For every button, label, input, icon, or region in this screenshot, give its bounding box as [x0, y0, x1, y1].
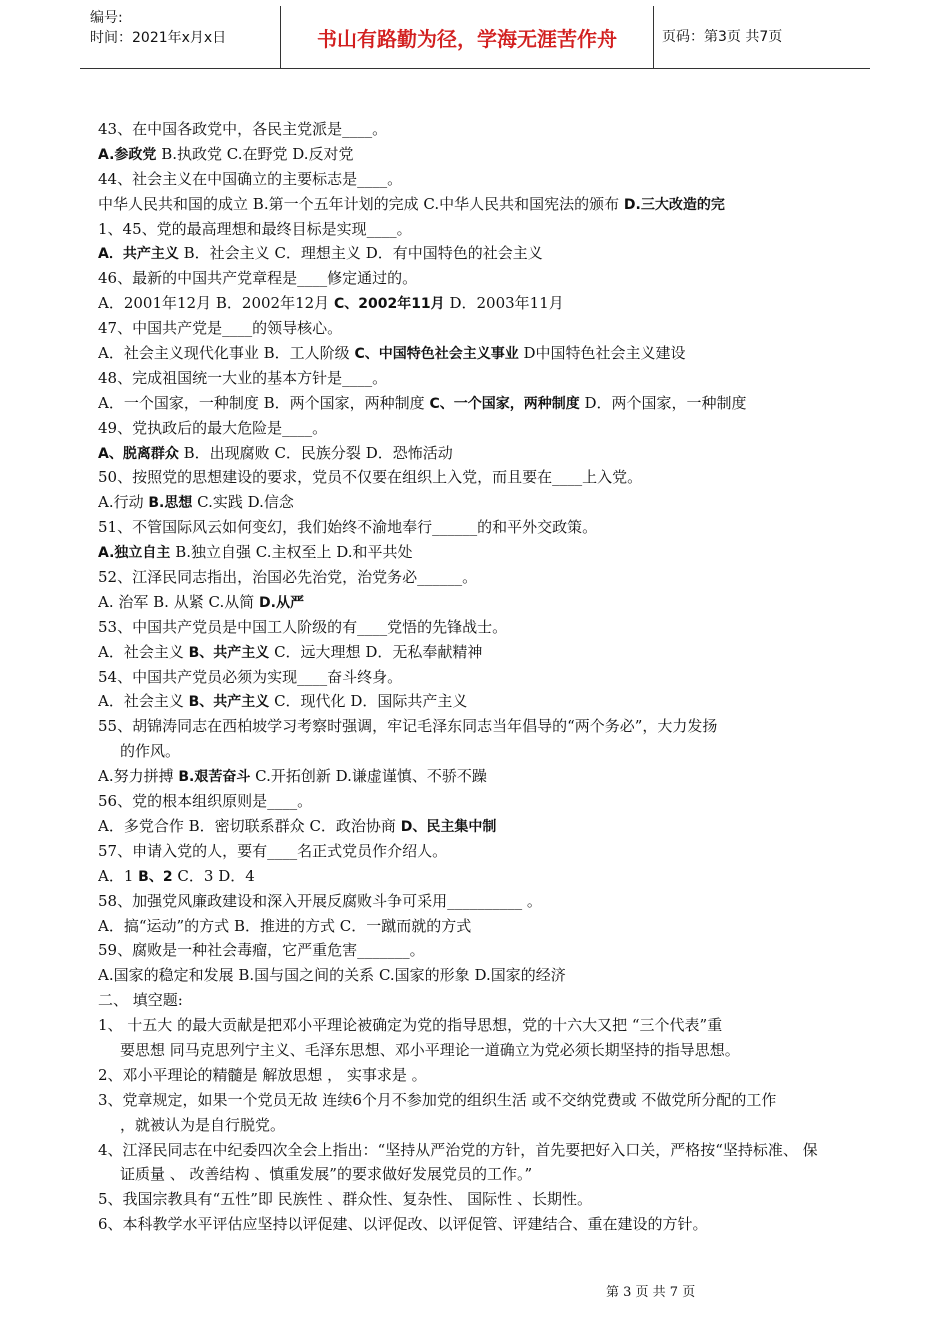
fill-item: 3、党章规定，如果一个党员无故 连续6个月不参加党的组织生活 或不交纳党费或 不做党所分配的工作: [98, 1090, 777, 1109]
answer-option: D、民主集中制: [400, 818, 497, 835]
question-text: 44、社会主义在中国确立的主要标志是____。: [98, 169, 403, 188]
option: C．3: [177, 866, 214, 885]
option: B．两个国家，两种制度: [263, 393, 425, 412]
options-row: [98, 640, 858, 665]
option: A．多党合作: [98, 816, 184, 835]
answer-option: A.参政党: [98, 146, 157, 163]
option: C．民族分裂: [274, 443, 361, 462]
option: B．2002年12月: [215, 294, 330, 313]
option: B．推进的方式: [233, 916, 335, 935]
question-text: 52、江泽民同志指出，治国必先治党，治党务必______。: [98, 568, 478, 587]
option: C．一蹴而就的方式: [339, 916, 472, 935]
answer-option: A、脱离群众: [98, 445, 179, 462]
question-text: 51、不管国际风云如何变幻，我们始终不渝地奉行______的和平外交政策。: [98, 518, 598, 537]
option: C．政治协商: [309, 816, 396, 835]
option: B．工人阶级: [263, 344, 350, 363]
option: A．2001年12月: [98, 294, 212, 313]
answer-option: B.艰苦奋斗: [178, 769, 251, 786]
option: 中华人民共和国的成立: [98, 194, 249, 213]
option: D．2003年11月: [449, 294, 564, 313]
option: B.执政党: [161, 144, 222, 163]
option: D．4: [218, 866, 255, 885]
option: A.行动: [98, 493, 144, 512]
question-text: 56、党的根本组织原则是____。: [98, 792, 313, 811]
option: C.从简: [208, 592, 255, 611]
option: D．国际共产主义: [350, 692, 468, 711]
answer-option: D.三大改造的完: [623, 196, 725, 213]
fill-item: 2、邓小平理论的精髓是 解放思想 ， 实事求是 。: [98, 1065, 427, 1084]
fill-item-cont: 证质量 、 改善结构 、慎重发展”的要求做好发展党员的工作。”: [120, 1165, 533, 1184]
question-text: 50、按照党的思想建设的要求，党员不仅要在组织上入党，而且要在____上入党。: [98, 468, 643, 487]
option: D.国家的经济: [474, 966, 566, 985]
options-row: [98, 341, 858, 366]
option: D．两个国家，一种制度: [584, 393, 747, 412]
time-label: 时间：2021年x月x日: [90, 30, 227, 46]
option: D中国特色社会主义建设: [523, 344, 686, 363]
question-text: 1、45、党的最高理想和最终目标是实现____。: [98, 219, 412, 238]
option: B．密切联系群众: [188, 816, 305, 835]
answer-option: C、中国特色社会主义事业: [354, 346, 519, 363]
option: D．恐怖活动: [365, 443, 453, 462]
options-row: [98, 914, 858, 939]
option: C.实践: [197, 493, 243, 512]
option: A．社会主义现代化事业: [98, 344, 259, 363]
option: B．出现腐败: [183, 443, 270, 462]
options-row: [98, 391, 858, 416]
option: C．理想主义: [274, 244, 361, 263]
options-row: [98, 241, 858, 266]
option: A．1: [98, 866, 134, 885]
fill-item-cont: ，就被认为是自行脱党。: [120, 1115, 286, 1134]
option: C.开拓创新: [255, 767, 331, 786]
option: C.中华人民共和国宪法的颁布: [423, 194, 620, 213]
question-text: 55、胡锦涛同志在西柏坡学习考察时强调，牢记毛泽东同志当年倡导的“两个务必”，大力发扬: [98, 717, 718, 736]
options-row: [98, 814, 858, 839]
answer-option: B、共产主义: [188, 644, 270, 661]
question-text: 46、最新的中国共产党章程是____修定通过的。: [98, 269, 418, 288]
question-text: 59、腐败是一种社会毒瘤，它严重危害_______。: [98, 941, 425, 960]
option: D.反对党: [292, 144, 354, 163]
question-text: 47、中国共产党是____的领导核心。: [98, 319, 343, 338]
option: A．社会主义: [98, 692, 184, 711]
page-header: [80, 6, 870, 69]
answer-option: A．共产主义: [98, 246, 179, 263]
options-row: [98, 441, 858, 466]
options-row: [98, 963, 858, 988]
options-row: [98, 864, 858, 889]
option: B.独立自强: [175, 543, 251, 562]
option: B. 从紧: [153, 592, 204, 611]
options-row: [98, 291, 858, 316]
answer-option: A.独立自主: [98, 545, 171, 562]
options-row: [98, 490, 858, 515]
fill-item: 1、 十五大 的最大贡献是把邓小平理论被确定为党的指导思想，党的十六大又把 “三个代表”重: [98, 1016, 723, 1035]
options-row: [98, 764, 858, 789]
answer-option: C、一个国家，两种制度: [429, 395, 580, 412]
number-label: 编号:: [90, 10, 123, 26]
question-text: 43、在中国各政党中，各民主党派是____。: [98, 120, 388, 138]
question-text: 53、中国共产党员是中国工人阶级的有____党悟的先锋战士。: [98, 617, 508, 636]
fill-item-cont: 要思想 同马克思列宁主义、毛泽东思想、邓小平理论一道确立为党必须长期坚持的指导思想。: [120, 1040, 740, 1059]
option: A．社会主义: [98, 642, 184, 661]
answer-option: B、2: [138, 868, 173, 885]
question-text: 48、完成祖国统一大业的基本方针是____。: [98, 368, 388, 387]
option: B.国与国之间的关系: [238, 966, 375, 985]
options-row: [98, 590, 858, 615]
options-row: [98, 192, 858, 217]
question-text: 57、申请入党的人，要有____名正式党员作介绍人。: [98, 841, 448, 860]
option: C.在野党: [226, 144, 288, 163]
option: D.信念: [247, 493, 294, 512]
option: C.国家的形象: [378, 966, 470, 985]
option: C．远大理想: [274, 642, 361, 661]
fill-item: 4、江泽民同志在中纪委四次全会上指出：“坚持从严治党的方针，首先要把好入口关，严格按“坚持标准、 保: [98, 1140, 818, 1159]
option: A. 治军: [98, 592, 149, 611]
option: B．社会主义: [183, 244, 270, 263]
fill-item: 5、我国宗教具有“五性”即 民族性 、群众性、复杂性、 国际性 、长期性。: [98, 1190, 592, 1209]
option: B.第一个五年计划的完成: [252, 194, 419, 213]
option: D．无私奉献精神: [365, 642, 483, 661]
fill-item: 6、本科教学水平评估应坚持以评促建、以评促改、以评促管、评建结合、重在建设的方针。: [98, 1215, 708, 1234]
option: A.国家的稳定和发展: [98, 966, 234, 985]
option: D．有中国特色的社会主义: [365, 244, 543, 263]
header-left: [90, 8, 226, 48]
answer-option: B.思想: [148, 495, 193, 512]
option: C.主权至上: [255, 543, 332, 562]
options-row: [98, 689, 858, 714]
question-text-cont: 的作风。: [120, 742, 181, 761]
option: C．现代化: [274, 692, 346, 711]
answer-option: D.从严: [259, 594, 304, 611]
question-text: 49、党执政后的最大危险是____。: [98, 418, 328, 437]
options-row: [98, 540, 858, 565]
option: D.谦虚谨慎、不骄不躁: [335, 767, 487, 786]
option: A.努力拼搏: [98, 767, 174, 786]
page-label: 页码：第3页 共7页: [662, 29, 783, 45]
option: D.和平共处: [336, 543, 413, 562]
motto: 书山有路勤为径，学海无涯苦作舟: [280, 6, 654, 68]
document-body: [98, 117, 858, 1237]
question-text: 54、中国共产党员必须为实现____奋斗终身。: [98, 667, 403, 686]
question-text: 58、加强党风廉政建设和深入开展反腐败斗争可采用__________ 。: [98, 891, 542, 910]
page-footer: 第 3 页 共 7 页: [606, 1285, 696, 1300]
option: A．一个国家，一种制度: [98, 393, 259, 412]
options-row: [98, 142, 858, 167]
section-title: 二、 填空题:: [98, 991, 183, 1010]
answer-option: C、2002年11月: [333, 296, 445, 313]
option: A．搞“运动”的方式: [98, 916, 230, 935]
answer-option: B、共产主义: [188, 694, 270, 711]
